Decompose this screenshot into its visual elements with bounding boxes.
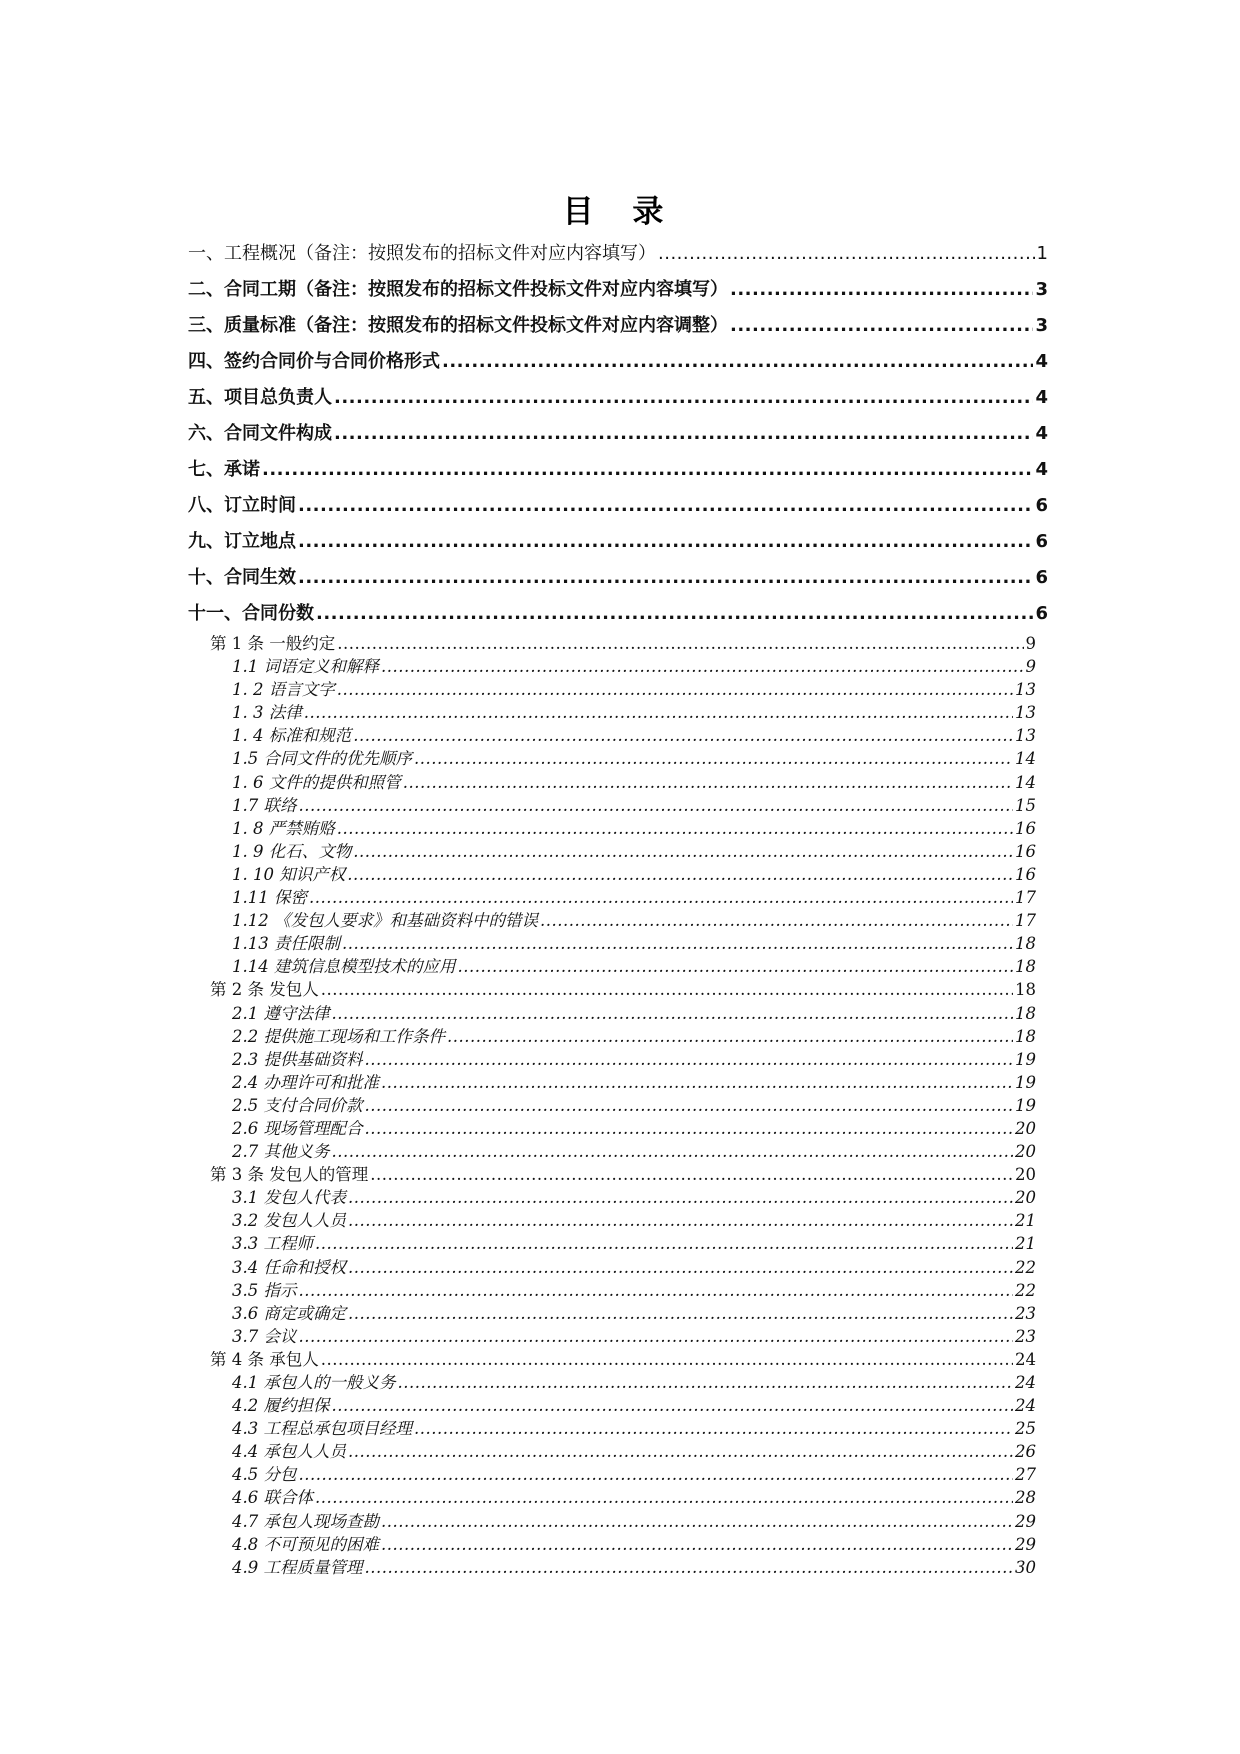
toc-entry[interactable] — [188, 909, 1048, 932]
toc-page-number: 26 — [1015, 1442, 1036, 1462]
toc-dot-leader — [348, 1186, 1013, 1209]
toc-entry-label: 4.4 承包人人员 — [232, 1442, 346, 1462]
toc-entry-label: 三、质量标准（备注：按照发布的招标文件投标文件对应内容调整） — [188, 315, 728, 336]
toc-dot-leader — [403, 771, 1013, 794]
toc-dot-leader — [337, 632, 1023, 655]
toc-entry-label: 1.1 词语定义和解释 — [232, 657, 379, 677]
toc-entry-label: 3.5 指示 — [232, 1280, 297, 1300]
toc-entry[interactable] — [188, 1533, 1048, 1556]
toc-page-number: 18 — [1015, 980, 1036, 1000]
toc-dot-leader — [304, 701, 1013, 724]
toc-entry-label: 第 4 条 承包人 — [210, 1349, 319, 1369]
toc-page-number: 29 — [1015, 1511, 1036, 1531]
toc-page-number: 6 — [1035, 567, 1048, 588]
toc-entry-label: 2.4 办理许可和批准 — [232, 1072, 379, 1092]
toc-entry[interactable] — [188, 380, 1048, 416]
toc-dot-leader — [332, 1394, 1014, 1417]
toc-entry-label: 1. 4 标准和规范 — [232, 726, 352, 746]
toc-dot-leader — [353, 724, 1013, 747]
toc-dot-leader — [299, 1463, 1014, 1486]
toc-entry[interactable] — [188, 236, 1048, 272]
toc-entry[interactable] — [188, 655, 1048, 678]
toc-entry-label: 4.1 承包人的一般义务 — [232, 1373, 396, 1392]
toc-entry-label: 2.5 支付合同价款 — [232, 1095, 363, 1115]
toc-page-number: 22 — [1015, 1280, 1036, 1300]
toc-page-number: 4 — [1035, 351, 1048, 372]
toc-entry-label: 4.5 分包 — [232, 1465, 297, 1485]
toc-entry-label: 1.13 责任限制 — [232, 934, 340, 954]
toc-entry-label: 十一、合同份数 — [188, 603, 314, 624]
toc-entry-label: 一、工程概况（备注：按照发布的招标文件对应内容填写） — [188, 243, 656, 264]
toc-entry[interactable] — [188, 1071, 1048, 1094]
toc-entry[interactable] — [188, 840, 1048, 863]
toc-entry-label: 4.6 联合体 — [232, 1488, 313, 1508]
toc-dot-leader — [442, 344, 1033, 380]
toc-page-number: 20 — [1015, 1188, 1036, 1208]
toc-entry-label: 2.6 现场管理配合 — [232, 1118, 363, 1138]
toc-page-number: 19 — [1015, 1072, 1036, 1092]
toc-entry-label: 第 2 条 发包人 — [210, 980, 319, 1000]
toc-entry-label: 2.7 其他义务 — [232, 1142, 330, 1162]
toc-dot-leader — [309, 886, 1013, 909]
toc-page-number: 29 — [1015, 1534, 1036, 1554]
toc-entry[interactable] — [188, 1556, 1048, 1579]
toc-entry-label: 八、订立时间 — [188, 495, 296, 516]
toc-dot-leader — [334, 380, 1033, 416]
toc-title: 目 录 — [562, 194, 678, 230]
toc-page-number: 21 — [1015, 1211, 1036, 1231]
toc-page-number: 30 — [1015, 1557, 1036, 1577]
toc-page-number: 13 — [1015, 726, 1036, 746]
toc-entry[interactable] — [188, 771, 1048, 794]
toc-entry[interactable] — [188, 701, 1048, 724]
toc-dot-leader — [540, 909, 1013, 932]
toc-page-number: 24 — [1015, 1396, 1036, 1416]
toc-entry-label: 2.3 提供基础资料 — [232, 1049, 363, 1069]
toc-dot-leader — [414, 1417, 1013, 1440]
toc-dot-leader — [348, 1440, 1013, 1463]
toc-dot-leader — [337, 817, 1013, 840]
toc-entry[interactable] — [188, 1348, 1048, 1371]
toc-entry[interactable] — [188, 955, 1048, 978]
toc-page-number: 23 — [1015, 1326, 1036, 1346]
toc-entry-label: 七、承诺 — [188, 459, 260, 480]
toc-page-number: 19 — [1015, 1049, 1036, 1069]
toc-entry-label: 2.2 提供施工现场和工作条件 — [232, 1026, 445, 1046]
toc-page-number: 21 — [1015, 1234, 1036, 1254]
toc-page-number: 16 — [1015, 841, 1036, 861]
toc-page-number: 27 — [1015, 1465, 1036, 1485]
toc-entry[interactable] — [188, 416, 1048, 452]
toc-entry[interactable] — [188, 794, 1048, 817]
toc-dot-leader — [365, 1117, 1014, 1140]
toc-dot-leader — [457, 955, 1013, 978]
toc-entry-label: 1. 2 语言文字 — [232, 680, 335, 700]
toc-entry[interactable] — [188, 1117, 1048, 1140]
toc-page-number: 6 — [1035, 603, 1048, 624]
toc-page-number: 6 — [1035, 495, 1048, 516]
toc-dot-leader — [730, 272, 1033, 308]
toc-page-number: 13 — [1015, 703, 1036, 723]
toc-dot-leader — [658, 236, 1035, 272]
toc-dot-leader — [321, 1348, 1013, 1371]
toc-page-number: 17 — [1015, 888, 1036, 908]
toc-entry[interactable] — [188, 886, 1048, 909]
toc-dot-leader — [365, 1094, 1014, 1117]
toc-entry-label: 3.4 任命和授权 — [232, 1257, 346, 1277]
toc-entry-label: 1.5 合同文件的优先顺序 — [232, 749, 412, 769]
toc-entry-label: 4.9 工程质量管理 — [232, 1557, 363, 1577]
toc-entry[interactable] — [188, 1302, 1048, 1325]
toc-entry[interactable] — [188, 632, 1048, 655]
toc-page-number: 16 — [1015, 818, 1036, 838]
toc-entry[interactable] — [188, 1094, 1048, 1117]
toc-entry[interactable] — [188, 1002, 1048, 1025]
toc-entry-label: 3.3 工程师 — [232, 1234, 313, 1254]
toc-entry-label: 4.7 承包人现场查勘 — [232, 1511, 379, 1531]
toc-page-number: 14 — [1015, 749, 1036, 769]
toc-page-number: 18 — [1015, 957, 1036, 977]
toc-entry-label: 3.1 发包人代表 — [232, 1188, 346, 1208]
toc-dot-leader — [381, 1533, 1013, 1556]
toc-entry[interactable] — [188, 1209, 1048, 1232]
toc-entry[interactable] — [188, 1510, 1048, 1533]
toc-entry-label: 1. 10 知识产权 — [232, 864, 346, 884]
toc-entry-label: 第 1 条 一般约定 — [210, 634, 336, 653]
toc-entry[interactable] — [188, 817, 1048, 840]
toc-entry[interactable] — [188, 1256, 1048, 1279]
toc-page-number: 9 — [1025, 634, 1036, 653]
toc-entry-label: 3.6 商定或确定 — [232, 1303, 346, 1323]
toc-page-number: 18 — [1015, 1026, 1036, 1046]
toc-entry[interactable] — [188, 863, 1048, 886]
toc-entry[interactable] — [188, 678, 1048, 701]
toc-dot-leader — [381, 1071, 1013, 1094]
toc-entry-label: 第 3 条 发包人的管理 — [210, 1165, 369, 1185]
toc-dot-leader — [381, 1510, 1013, 1533]
toc-dot-leader — [414, 747, 1013, 770]
toc-dot-leader — [299, 1325, 1014, 1348]
toc-page-number: 15 — [1015, 795, 1036, 815]
toc-page-number: 16 — [1015, 864, 1036, 884]
toc-entry-label: 3.7 会议 — [232, 1326, 297, 1346]
table-of-contents — [188, 236, 1048, 1579]
toc-entry[interactable] — [188, 1232, 1048, 1255]
toc-dot-leader — [365, 1048, 1014, 1071]
toc-dot-leader — [299, 1279, 1014, 1302]
toc-entry-label: 十、合同生效 — [188, 567, 296, 588]
toc-dot-leader — [730, 308, 1033, 344]
toc-entry-label: 1. 6 文件的提供和照管 — [232, 772, 401, 792]
toc-entry[interactable] — [188, 1417, 1048, 1440]
toc-entry[interactable] — [188, 524, 1048, 560]
toc-entry[interactable] — [188, 452, 1048, 488]
toc-entry-label: 2.1 遵守法律 — [232, 1003, 330, 1023]
toc-dot-leader — [365, 1556, 1014, 1579]
toc-dot-leader — [334, 416, 1033, 452]
toc-entry[interactable] — [188, 1371, 1048, 1394]
toc-entry[interactable] — [188, 560, 1048, 596]
toc-entry-label: 1. 9 化石、文物 — [232, 841, 352, 861]
toc-entry[interactable] — [188, 1048, 1048, 1071]
toc-entry[interactable] — [188, 1025, 1048, 1048]
toc-dot-leader — [298, 488, 1033, 524]
toc-dot-leader — [370, 1163, 1013, 1186]
toc-page-number: 9 — [1025, 657, 1036, 677]
toc-dot-leader — [321, 978, 1013, 1001]
toc-entry[interactable] — [188, 1463, 1048, 1486]
toc-entry[interactable] — [188, 1279, 1048, 1302]
toc-page-number: 20 — [1015, 1118, 1036, 1138]
toc-dot-leader — [298, 560, 1033, 596]
toc-dot-leader — [315, 1486, 1013, 1509]
toc-entry-label: 四、签约合同价与合同价格形式 — [188, 351, 440, 372]
toc-entry[interactable] — [188, 488, 1048, 524]
toc-entry[interactable] — [188, 1186, 1048, 1209]
toc-page-number: 28 — [1015, 1488, 1036, 1508]
toc-page-number: 1 — [1036, 243, 1048, 264]
toc-page-number: 6 — [1035, 531, 1048, 552]
toc-dot-leader — [447, 1025, 1013, 1048]
toc-entry-label: 3.2 发包人人员 — [232, 1211, 346, 1231]
toc-dot-leader — [332, 1140, 1014, 1163]
toc-page-number: 4 — [1035, 459, 1048, 480]
toc-dot-leader — [298, 524, 1033, 560]
toc-page-number: 18 — [1015, 1003, 1036, 1023]
toc-entry[interactable] — [188, 1163, 1048, 1186]
toc-entry[interactable] — [188, 1440, 1048, 1463]
toc-dot-leader — [315, 1232, 1013, 1255]
toc-entry[interactable] — [188, 344, 1048, 380]
toc-page-number: 4 — [1035, 423, 1048, 444]
toc-dot-leader — [332, 1002, 1014, 1025]
toc-page-number: 19 — [1015, 1095, 1036, 1115]
toc-entry-label: 4.2 履约担保 — [232, 1396, 330, 1416]
toc-page-number: 24 — [1015, 1373, 1036, 1392]
toc-page-number: 23 — [1015, 1303, 1036, 1323]
toc-entry[interactable] — [188, 596, 1048, 632]
toc-entry[interactable] — [188, 1486, 1048, 1509]
toc-dot-leader — [299, 794, 1014, 817]
toc-entry-label: 1.12 《发包人要求》和基础资料中的错误 — [232, 911, 538, 931]
toc-dot-leader — [353, 840, 1013, 863]
toc-dot-leader — [262, 452, 1033, 488]
toc-dot-leader — [337, 678, 1013, 701]
toc-entry[interactable] — [188, 724, 1048, 747]
toc-entry[interactable] — [188, 272, 1048, 308]
toc-page-number: 20 — [1015, 1142, 1036, 1162]
toc-page-number: 20 — [1015, 1165, 1036, 1185]
toc-page-number: 3 — [1035, 279, 1048, 300]
toc-dot-leader — [316, 596, 1033, 632]
toc-entry-label: 1.7 联络 — [232, 795, 297, 815]
toc-entry-label: 1.11 保密 — [232, 888, 307, 908]
toc-dot-leader — [342, 932, 1013, 955]
toc-entry[interactable] — [188, 978, 1048, 1001]
toc-page-number: 3 — [1035, 315, 1048, 336]
toc-entry-label: 1.14 建筑信息模型技术的应用 — [232, 957, 456, 977]
toc-entry-label: 五、项目总负责人 — [188, 387, 332, 408]
toc-page-number: 14 — [1015, 772, 1036, 792]
toc-page-number: 4 — [1035, 387, 1048, 408]
toc-dot-leader — [348, 1302, 1013, 1325]
toc-entry-label: 4.3 工程总承包项目经理 — [232, 1419, 412, 1439]
toc-dot-leader — [347, 863, 1013, 886]
toc-dot-leader — [398, 1371, 1014, 1394]
toc-page-number: 22 — [1015, 1257, 1036, 1277]
toc-entry[interactable] — [188, 932, 1048, 955]
toc-entry[interactable] — [188, 1394, 1048, 1417]
toc-entry-label: 1. 8 严禁贿赂 — [232, 818, 335, 838]
toc-entry[interactable] — [188, 1325, 1048, 1348]
toc-entry[interactable] — [188, 747, 1048, 770]
toc-dot-leader — [348, 1209, 1013, 1232]
toc-entry-label: 1. 3 法律 — [232, 703, 302, 723]
toc-entry-label: 4.8 不可预见的困难 — [232, 1534, 379, 1554]
toc-page-number: 18 — [1015, 934, 1036, 954]
toc-entry[interactable] — [188, 308, 1048, 344]
toc-entry-label: 九、订立地点 — [188, 531, 296, 552]
toc-page-number: 13 — [1015, 680, 1036, 700]
toc-entry-label: 二、合同工期（备注：按照发布的招标文件投标文件对应内容填写） — [188, 279, 728, 300]
toc-entry-label: 六、合同文件构成 — [188, 423, 332, 444]
toc-page-number: 17 — [1015, 911, 1036, 931]
toc-page-number: 25 — [1015, 1419, 1036, 1439]
toc-entry[interactable] — [188, 1140, 1048, 1163]
toc-page-number: 24 — [1015, 1349, 1036, 1369]
toc-dot-leader — [348, 1256, 1013, 1279]
toc-dot-leader — [381, 655, 1024, 678]
